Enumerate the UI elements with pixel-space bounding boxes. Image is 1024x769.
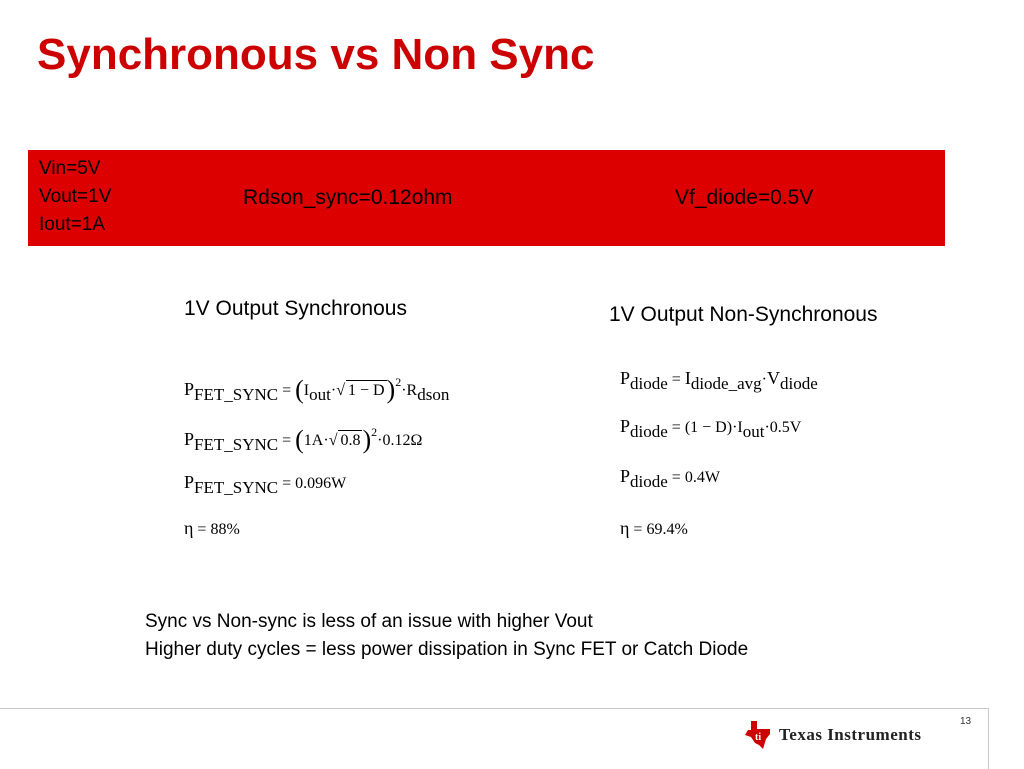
current-value: 1A <box>303 432 324 449</box>
page-number: 13 <box>960 716 972 727</box>
power-subscript: diode <box>630 472 668 491</box>
given-list <box>39 155 111 239</box>
rdson-value: Rdson_sync=0.12ohm <box>243 186 453 209</box>
sync-heading: 1V Output Synchronous <box>184 297 407 320</box>
nonsync-equation-1: $P_{diode} = I_{diode\_avg}\cdot V_{diode}$ <box>620 368 818 393</box>
voltage-subscript: diode <box>779 374 818 393</box>
power-symbol: P <box>620 368 631 388</box>
duty-expression: (1 − D)·I <box>684 419 743 436</box>
current-subscript: diode_avg <box>690 374 762 393</box>
eta-symbol: η <box>620 518 630 538</box>
resistance-value: 0.12Ω <box>382 432 423 449</box>
power-symbol: P <box>184 429 195 449</box>
nonsync-equation-2: $P_{diode} = (1 - D)\cdot I_{out}\cdot 0.5V$ <box>620 416 802 441</box>
current-symbol: I <box>684 368 691 388</box>
vf-diode-value: Vf_diode=0.5V <box>675 186 814 209</box>
slide-title: Synchronous vs Non Sync <box>37 30 595 79</box>
vout-value: Vout=1V <box>39 186 112 207</box>
current-subscript: out <box>309 385 331 404</box>
texas-state-icon <box>745 721 771 749</box>
power-symbol: P <box>184 472 195 492</box>
eta-symbol: η <box>184 518 194 538</box>
sync-equation-3: $P_{FET\_SYNC} = 0.096W$ <box>184 472 347 497</box>
radicand: 0.8 <box>340 432 361 449</box>
nonsync-equation-3: $P_{diode} = 0.4W$ <box>620 466 720 491</box>
power-symbol: P <box>184 379 195 399</box>
power-symbol: P <box>620 416 631 436</box>
nonsync-efficiency: η = 69.4% <box>620 518 688 538</box>
given-values-banner <box>28 150 945 246</box>
svg-text:ti: ti <box>755 732 762 743</box>
diode-power-result: 0.4W <box>684 469 720 486</box>
resistance-subscript: dson <box>417 385 450 404</box>
sync-equation-1: $P_{FET\_SYNC} = (I_{out}\cdot√$ $1 - D)^2\cdot R_{dson}$ <box>184 375 450 404</box>
sync-equation-2: $P_{FET\_SYNC} = (1A\cdot√$ 0.8)$^2$·0.12Ω <box>184 425 423 454</box>
resistance-symbol: R <box>406 382 418 399</box>
power-subscript: FET_SYNC <box>194 385 279 404</box>
diode-voltage-term: ·0.5V <box>764 419 802 436</box>
power-subscript: diode <box>630 374 668 393</box>
power-symbol: P <box>620 466 631 486</box>
nonsync-efficiency-value: 69.4% <box>646 521 688 538</box>
voltage-symbol: V <box>766 368 780 388</box>
exponent: 2 <box>371 425 378 439</box>
note-line: Higher duty cycles = less power dissipation in Sync FET or Catch Diode <box>145 639 749 660</box>
vin-value: Vin=5V <box>39 158 101 179</box>
sync-efficiency-value: 88% <box>210 521 240 538</box>
current-subscript: out <box>742 422 765 441</box>
nonsync-heading: 1V Output Non-Synchronous <box>609 303 878 326</box>
texas-instruments-logo <box>745 720 921 750</box>
current-symbol: I <box>303 382 310 399</box>
sync-power-result: 0.096W <box>295 475 347 492</box>
power-subscript: diode <box>630 422 668 441</box>
brand-name: Texas Instruments <box>779 725 922 744</box>
radicand: 1 − D <box>347 382 385 399</box>
summary-notes <box>145 608 748 664</box>
power-subscript: FET_SYNC <box>194 435 279 454</box>
sync-efficiency: η = 88% <box>184 518 240 538</box>
note-line: Sync vs Non-sync is less of an issue with higher Vout <box>145 611 593 632</box>
power-subscript: FET_SYNC <box>194 478 279 497</box>
exponent: 2 <box>395 375 402 389</box>
iout-value: Iout=1A <box>39 214 106 235</box>
